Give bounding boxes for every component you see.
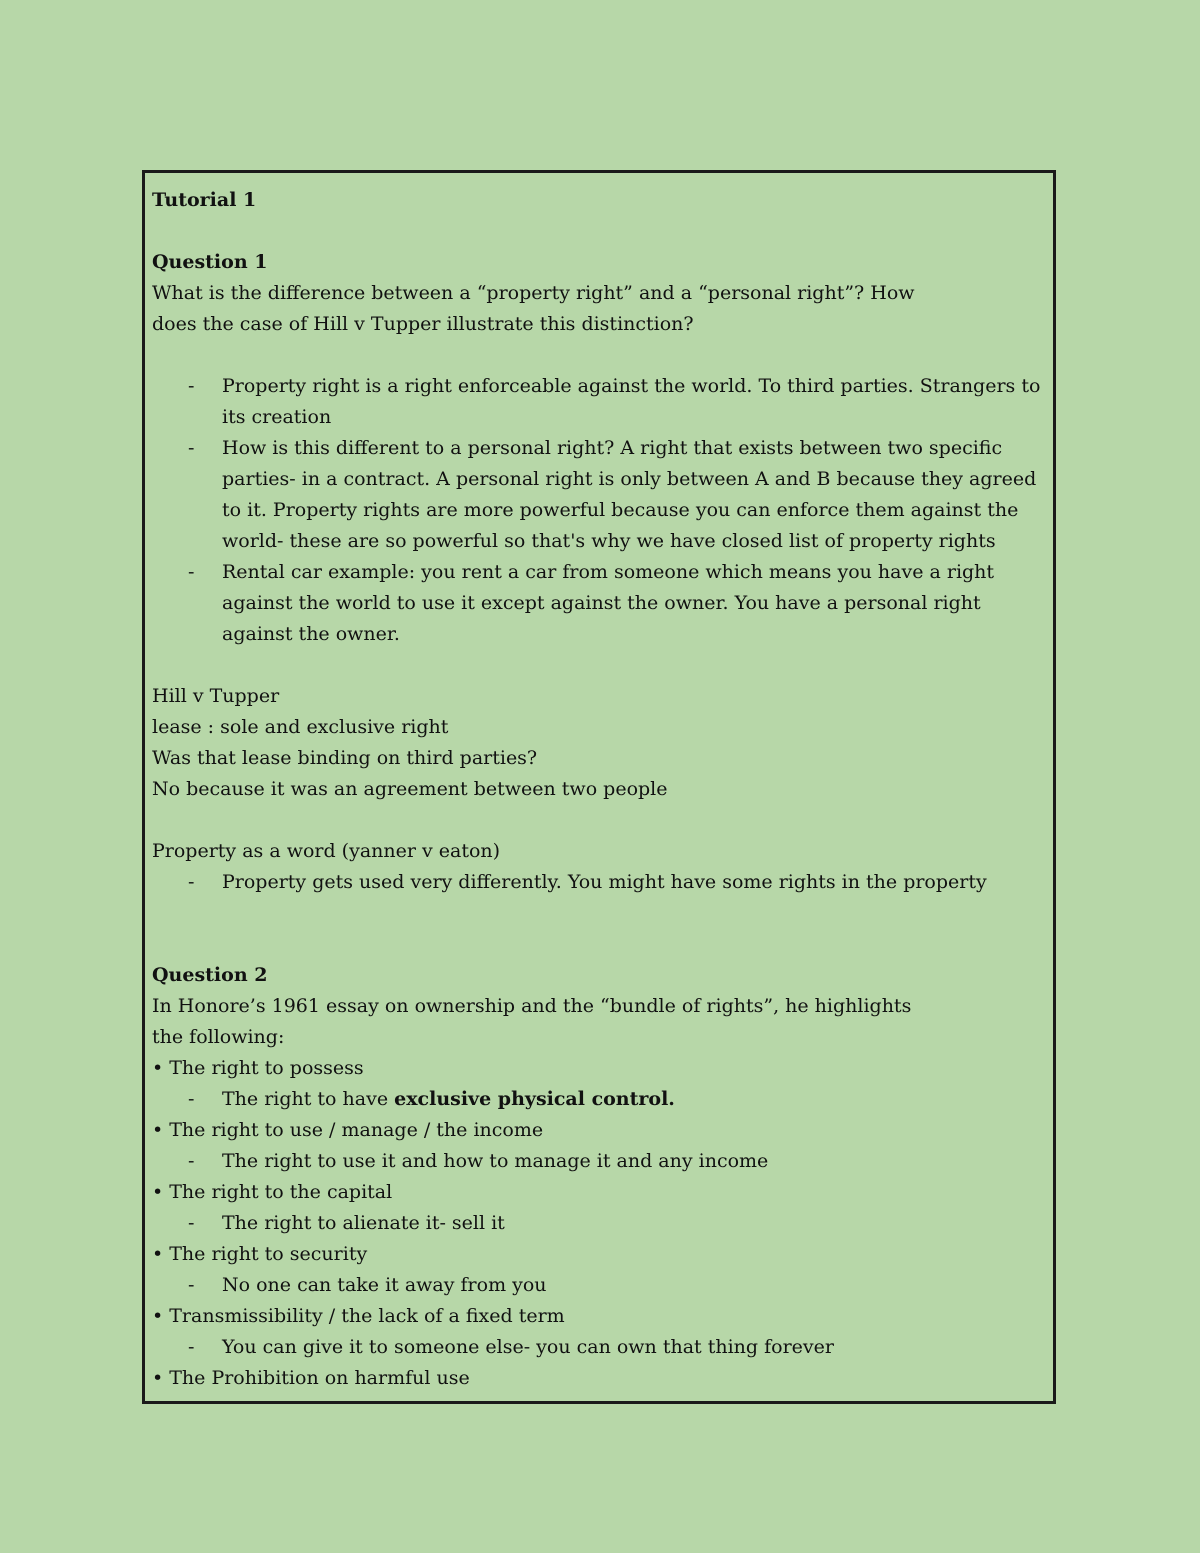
bullet-item: • The right to use / manage / the income [152,1119,544,1141]
dash-mark: - [188,1274,195,1296]
document-box [142,170,1056,1404]
bullet-item: • The right to possess [152,1057,364,1079]
spacer [152,340,1043,371]
sub-list [152,1208,1043,1239]
list-item [152,867,1043,898]
spacer [152,929,1043,960]
question-2-heading: Question 2 [152,964,268,986]
question-2-prompt-line-2: the following: [152,1026,285,1048]
sub-list [152,1332,1043,1363]
case-line: No because it was an agreement between two people [152,778,668,800]
list-item [152,1084,1043,1115]
list-item [152,1208,1043,1239]
dash-mark: - [188,1088,195,1110]
question-2-prompt-line-1: In Honore’s 1961 essay on ownership and the “bundle of rights”, he highlights [152,995,912,1017]
dash-mark: - [188,1150,195,1172]
dash-mark: - [188,871,195,893]
point-text: Property right is a right enforceable against the world. To third parties. Strangers to its creation [222,375,1041,428]
list-item [152,1332,1043,1363]
sub-text: The right to alienate it- sell it [222,1212,505,1234]
list-item [152,371,1043,433]
list-item [152,433,1043,557]
question-1-prompt-line-2: does the case of Hill v Tupper illustrate this distinction? [152,313,694,335]
point-text: Property gets used very differently. You might have some rights in the property [222,871,987,893]
spacer [152,898,1043,929]
bullet-item: • The right to security [152,1243,368,1265]
sub-text-bold: exclusive physical control. [394,1088,675,1110]
dash-mark: - [188,375,195,397]
case-line: lease : sole and exclusive right [152,716,449,738]
property-word-points [152,867,1043,898]
point-text: Rental car example: you rent a car from someone which means you have a right against the world to use it except against the owner. You have a personal right against the owner. [222,561,995,645]
sub-list [152,1146,1043,1177]
list-item [152,1270,1043,1301]
document-title: Tutorial 1 [152,189,257,211]
bullet-item: • The right to the capital [152,1181,393,1203]
dash-mark: - [188,437,195,459]
dash-mark: - [188,561,195,583]
sub-text: You can give it to someone else- you can own that thing forever [222,1336,834,1358]
bullet-item: • The Prohibition on harmful use [152,1367,470,1389]
sub-text: The right to have [222,1088,395,1110]
spacer [152,216,1043,247]
spacer [152,805,1043,836]
case-line: Hill v Tupper [152,685,280,707]
point-text: How is this different to a personal right? A right that exists between two specific parties- in a contract. A personal right is only between A and B because they agreed to it. Property rights are more powerful because you can enforce them against the world- these are so powerful so that's why we have closed list of property rights [222,437,1037,552]
property-word-heading: Property as a word (yanner v eaton) [152,840,501,862]
question-1-points [152,371,1043,650]
list-item [152,557,1043,650]
case-line: Was that lease binding on third parties? [152,747,538,769]
question-1-heading: Question 1 [152,251,268,273]
spacer [152,650,1043,681]
dash-mark: - [188,1212,195,1234]
sub-list [152,1270,1043,1301]
list-item [152,1146,1043,1177]
question-1-prompt-line-1: What is the difference between a “property right” and a “personal right”? How [152,282,915,304]
sub-text: The right to use it and how to manage it and any income [222,1150,769,1172]
bullet-item: • Transmissibility / the lack of a fixed term [152,1305,565,1327]
sub-text: No one can take it away from you [222,1274,547,1296]
dash-mark: - [188,1336,195,1358]
sub-list [152,1084,1043,1115]
